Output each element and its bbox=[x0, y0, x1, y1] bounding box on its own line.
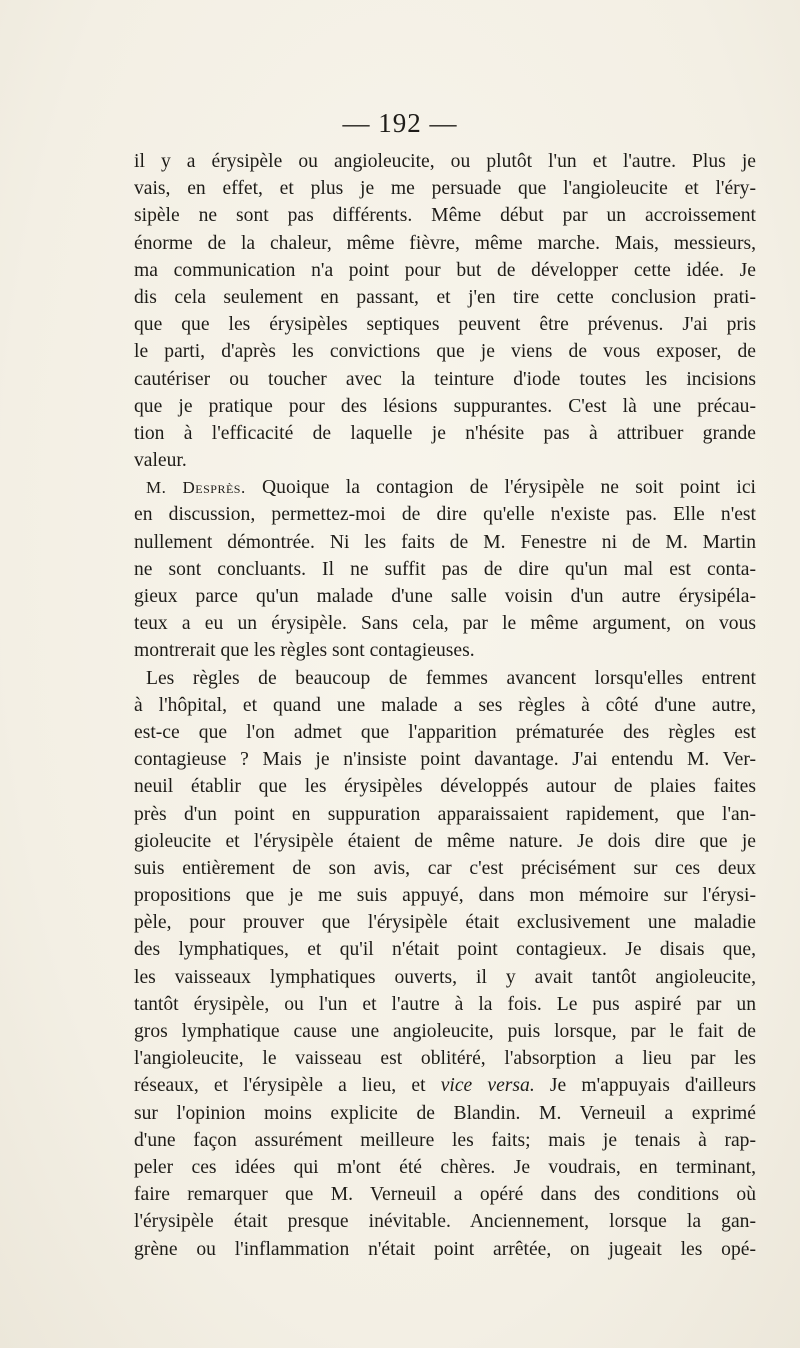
text-line: montrerait que les règles sont contagieuses. bbox=[134, 640, 475, 662]
text-line: à l'hôpital, et quand une malade a ses règles à côté d'une autre, bbox=[134, 694, 756, 716]
text-line: près d'un point en suppuration apparaissaient rapidement, que l'an- bbox=[134, 803, 756, 825]
text-line: suis entièrement de son avis, car c'est précisément sur ces deux bbox=[134, 857, 756, 879]
text-line: gieux parce qu'un malade d'une salle voisin d'un autre érysipéla- bbox=[134, 586, 756, 607]
page-number: — 192 — bbox=[342, 108, 458, 138]
text-line: le parti, d'après les convictions que je viens de vous exposer, de bbox=[134, 341, 756, 363]
speaker-line bbox=[134, 474, 756, 501]
text-fragment: Quoique la contagion de l'érysipèle ne soit point ici bbox=[262, 477, 756, 499]
text-line: vais, en effet, et plus je me persuade que l'angioleucite et l'éry- bbox=[134, 178, 756, 200]
text-line: gioleucite et l'érysipèle étaient de même nature. Je dois dire que je bbox=[134, 830, 756, 852]
text-line: contagieuse ? Mais je n'insiste point davantage. J'ai entendu M. Ver- bbox=[134, 749, 756, 771]
text-line: propositions que je me suis appuyé, dans mon mémoire sur l'érysi- bbox=[134, 885, 756, 907]
text-line: pèle, pour prouver que l'érysipèle était exclusivement une maladie bbox=[134, 912, 756, 934]
text-line: peler ces idées qui m'ont été chères. Je voudrais, en terminant, bbox=[134, 1156, 756, 1178]
text-fragment: Je m'appuyais d'ailleurs bbox=[549, 1075, 756, 1097]
text-line: les vaisseaux lymphatiques ouverts, il y avait tantôt angioleucite, bbox=[134, 966, 756, 988]
text-line: cautériser ou toucher avec la teinture d'iode toutes les incisions bbox=[134, 368, 756, 390]
text-line: faire remarquer que M. Verneuil a opéré dans des conditions où bbox=[134, 1184, 756, 1206]
text-line: est-ce que l'on admet que l'apparition prématurée des règles est bbox=[134, 721, 756, 743]
text-line: gros lymphatique cause une angioleucite, puis lorsque, par le fait de bbox=[134, 1021, 756, 1042]
text-line: grène ou l'inflammation n'était point arrêtée, on jugeait les opé- bbox=[134, 1238, 756, 1260]
body-text bbox=[134, 148, 756, 1263]
text-line: valeur. bbox=[134, 450, 187, 472]
text-line: l'angioleucite, le vaisseau est oblitéré, l'absorption a lieu par les bbox=[134, 1048, 756, 1070]
italic-phrase: vice versa. bbox=[440, 1075, 535, 1097]
text-line: des lymphatiques, et qu'il n'était point contagieux. Je disais que, bbox=[134, 939, 756, 961]
text-line: sipèle ne sont pas différents. Même début par un accroissement bbox=[134, 205, 756, 227]
text-line: que que les érysipèles septiques peuvent être prévenus. J'ai pris bbox=[134, 314, 756, 336]
text-line: l'érysipèle était presque inévitable. Anciennement, lorsque la gan- bbox=[134, 1211, 756, 1233]
text-line: tantôt érysipèle, ou l'un et l'autre à la fois. Le pus aspiré par un bbox=[134, 993, 756, 1015]
text-line: Les règles de beaucoup de femmes avancent lorsqu'elles entrent bbox=[146, 667, 756, 689]
text-fragment: réseaux, et l'érysipèle a lieu, et bbox=[134, 1075, 426, 1097]
text-line: que je pratique pour des lésions suppurantes. C'est là une précau- bbox=[134, 395, 756, 417]
text-line: énorme de la chaleur, même fièvre, même marche. Mais, messieurs, bbox=[134, 232, 756, 254]
text-line: nullement démontrée. Ni les faits de M. Fenestre ni de M. Martin bbox=[134, 531, 756, 553]
mixed-style-line bbox=[134, 1072, 756, 1099]
text-line: dis cela seulement en passant, et j'en tire cette conclusion prati- bbox=[134, 286, 756, 308]
speaker-name: M. Desprès. bbox=[146, 478, 246, 498]
text-line: il y a érysipèle ou angioleucite, ou plutôt l'un et l'autre. Plus je bbox=[134, 151, 756, 172]
text-line: neuil établir que les érysipèles développés autour de plaies faites bbox=[134, 776, 756, 798]
text-line: d'une façon assurément meilleure les faits; mais je tenais à rap- bbox=[134, 1129, 756, 1151]
text-line: tion à l'efficacité de laquelle je n'hésite pas à attribuer grande bbox=[134, 422, 756, 444]
text-line: ma communication n'a point pour but de développer cette idée. Je bbox=[134, 259, 756, 281]
text-line: ne sont concluants. Il ne suffit pas de dire qu'un mal est conta- bbox=[134, 558, 756, 580]
text-line: en discussion, permettez-moi de dire qu'elle n'existe pas. Elle n'est bbox=[134, 504, 756, 526]
text-line: sur l'opinion moins explicite de Blandin. M. Verneuil a exprimé bbox=[134, 1102, 756, 1124]
text-line: teux a eu un érysipèle. Sans cela, par le même argument, on vous bbox=[134, 613, 756, 635]
